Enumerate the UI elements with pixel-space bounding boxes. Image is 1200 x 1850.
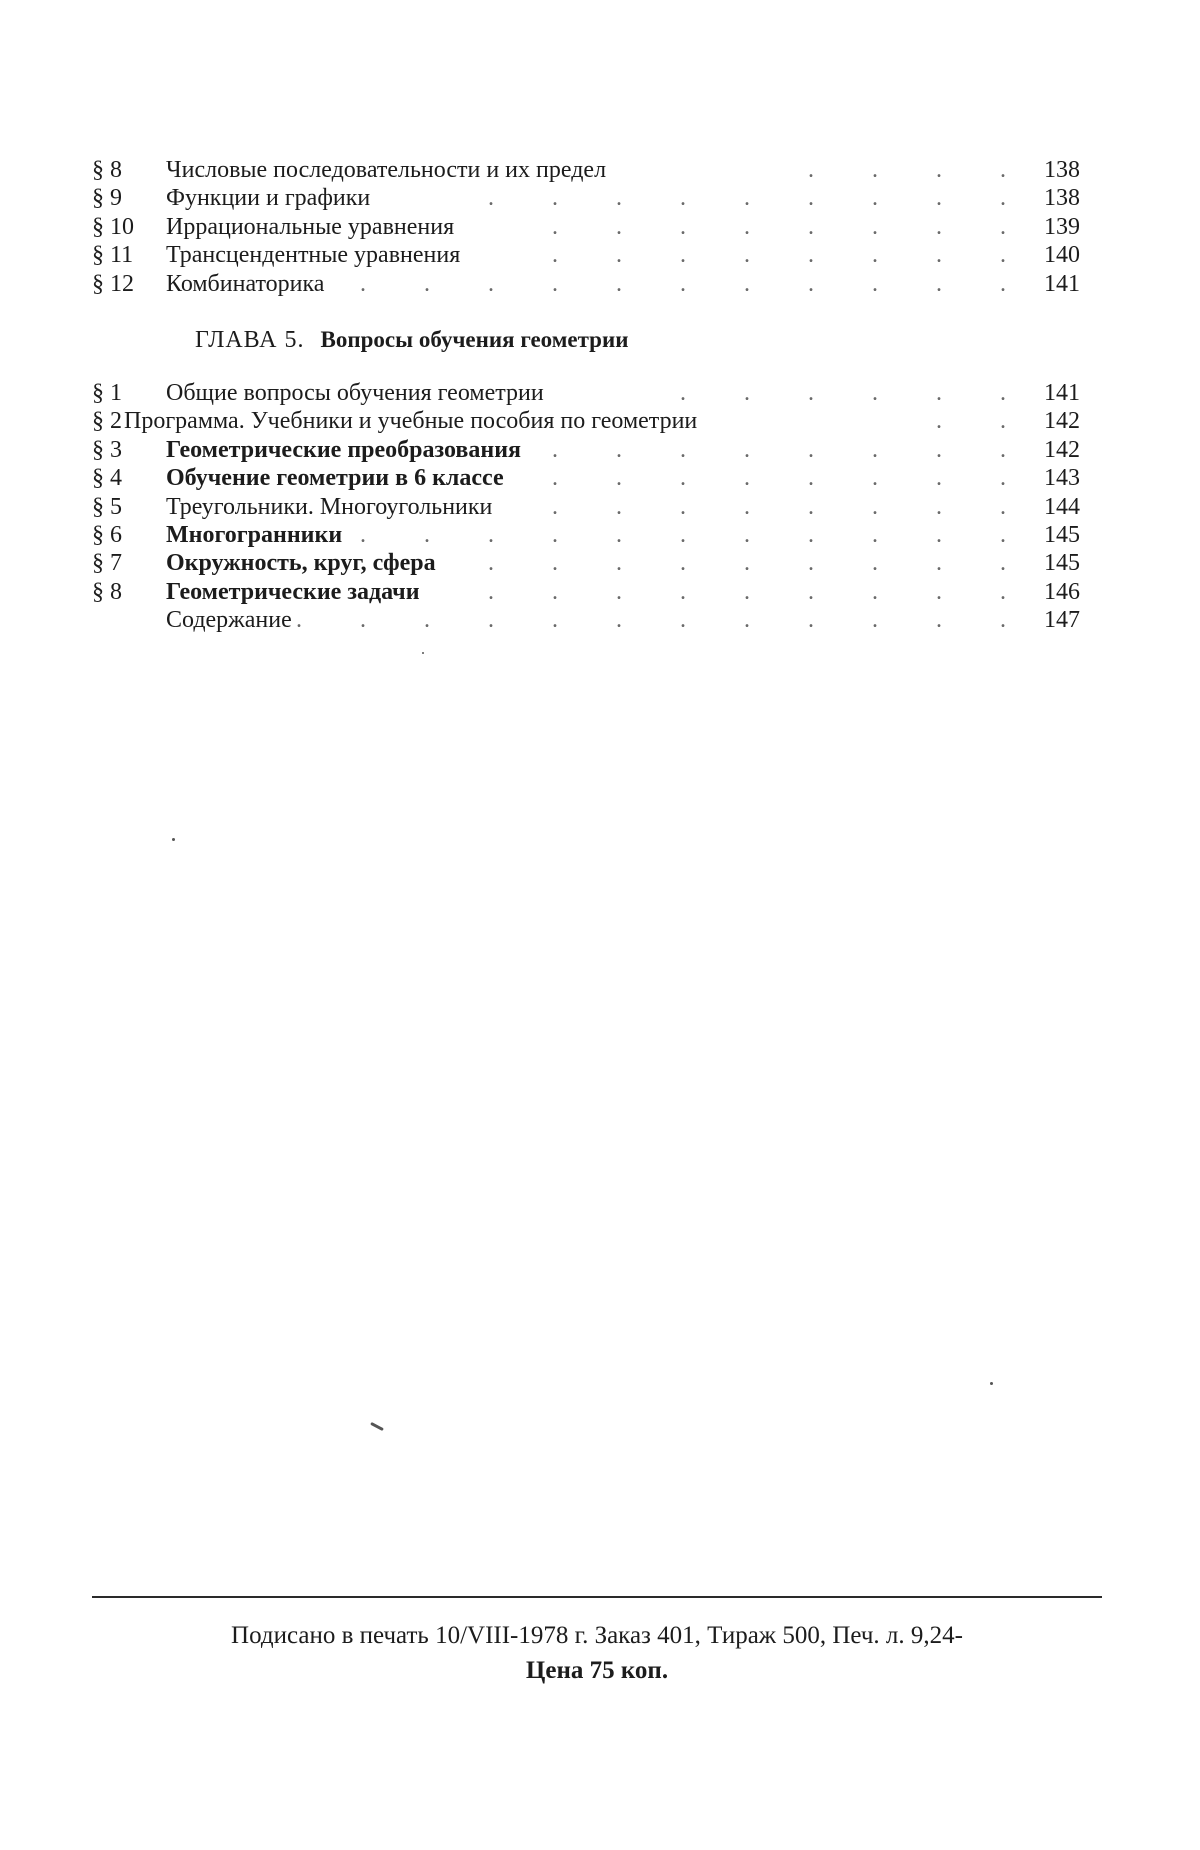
- toc-page-number: 145: [1044, 521, 1080, 548]
- toc-entry: [92, 606, 1080, 634]
- toc-page-number: 141: [1044, 380, 1080, 406]
- toc-entry-title: Геометрические задачи: [166, 578, 420, 605]
- scan-speck: [990, 1382, 993, 1385]
- toc-section-number: § 8: [92, 578, 122, 605]
- toc-section-number: § 8: [92, 157, 122, 183]
- toc-section-number: § 7: [92, 550, 122, 577]
- scan-speck: [422, 652, 424, 654]
- toc-section-number: § 3: [92, 436, 122, 463]
- toc-leader-dots: . . . . . . . .: [552, 242, 1032, 269]
- toc-entry-title: Обучение геометрии в 6 классе: [166, 465, 504, 492]
- toc-entry-title: Комбинаторика: [166, 270, 325, 297]
- chapter-heading: [195, 325, 628, 355]
- toc-entry: [92, 184, 1080, 212]
- toc-entry: [92, 436, 1080, 464]
- toc-page-number: 141: [1044, 270, 1080, 297]
- toc-entry-title: Окружность, круг, сфера: [166, 550, 436, 577]
- footer-rule: [92, 1596, 1102, 1598]
- toc-section-number: § 10: [92, 213, 134, 240]
- toc-section-number: § 4: [92, 465, 122, 492]
- toc-page-number: 144: [1044, 493, 1080, 520]
- toc-leader-dots: . . . . . . . . .: [488, 578, 1032, 605]
- toc-page-number: 142: [1044, 408, 1080, 435]
- toc-entry-title: Программа. Учебники и учебные пособия по геометрии: [124, 408, 698, 435]
- toc-entry-title: Числовые последовательности и их предел: [166, 157, 607, 183]
- toc-leader-dots: . . . . . .: [680, 380, 1032, 406]
- toc-entry: [92, 270, 1080, 298]
- toc-entry: [92, 464, 1080, 492]
- toc-page-number: 147: [1044, 607, 1080, 634]
- chapter-title: Вопросы обучения геометрии: [320, 327, 629, 352]
- chapter-label: ГЛАВА 5.: [195, 327, 305, 353]
- toc-leader-dots: . . . . . . . .: [552, 213, 1032, 240]
- toc-entry-title: Функции и графики: [166, 185, 371, 212]
- toc-leader-dots: . .: [936, 408, 1032, 435]
- toc-page-number: 143: [1044, 465, 1080, 492]
- toc-leader-dots: . . . . . . . .: [552, 465, 1032, 492]
- toc-section-number: § 12: [92, 270, 134, 297]
- toc-entry: [92, 521, 1080, 549]
- toc-section-number: § 5: [92, 493, 122, 520]
- toc-entry-title: Многогранники: [166, 521, 343, 548]
- toc-entry: [92, 241, 1080, 269]
- toc-section-number: § 9: [92, 185, 122, 212]
- scan-speck: [370, 1422, 384, 1431]
- toc-leader-dots: . . . .: [808, 157, 1032, 183]
- toc-section-number: § 2: [92, 408, 122, 435]
- toc-page-number: 138: [1044, 185, 1080, 212]
- toc-list-bottom: [92, 379, 1080, 635]
- toc-entry: [92, 407, 1080, 435]
- toc-entry: [92, 156, 1080, 184]
- toc-entry: [92, 379, 1080, 407]
- toc-leader-dots: . . . . . . . .: [552, 493, 1032, 520]
- toc-page-number: 138: [1044, 157, 1080, 183]
- toc-list-top: [92, 156, 1080, 298]
- toc-entry-title: Общие вопросы обучения геометрии: [166, 380, 544, 406]
- toc-leader-dots: . . . . . . . . .: [488, 550, 1032, 577]
- toc-entry: [92, 578, 1080, 606]
- toc-leader-dots: . . . . . . . .: [552, 436, 1032, 463]
- toc-entry-title: Содержание: [166, 607, 292, 634]
- toc-page-number: 139: [1044, 213, 1080, 240]
- toc-entry-title: Иррациональные уравнения: [166, 213, 455, 240]
- toc-entry: [92, 549, 1080, 577]
- toc-page-number: 140: [1044, 242, 1080, 269]
- toc-section-number: § 11: [92, 242, 134, 269]
- toc-entry-title: Трансцендентные уравнения: [166, 242, 461, 269]
- toc-page-number: 142: [1044, 436, 1080, 463]
- toc-entry-title: Геометрические преобразования: [166, 436, 522, 463]
- toc-section-number: § 6: [92, 521, 122, 548]
- toc-leader-dots: . . . . . . . . . . . .: [296, 607, 1032, 634]
- toc-page-number: 145: [1044, 550, 1080, 577]
- toc-leader-dots: . . . . . . . . . . .: [360, 270, 1032, 297]
- colophon-price: Цена 75 коп.: [525, 1657, 669, 1684]
- toc-page-number: 146: [1044, 578, 1080, 605]
- toc-entry: [92, 213, 1080, 241]
- toc-entry: [92, 493, 1080, 521]
- toc-section-number: § 1: [92, 380, 122, 406]
- scan-speck: [172, 838, 175, 841]
- toc-entry-title: Треугольники. Многоугольники: [166, 493, 493, 520]
- toc-leader-dots: . . . . . . . . .: [488, 185, 1032, 212]
- toc-leader-dots: . . . . . . . . . . .: [360, 521, 1032, 548]
- colophon-print-info: Подисано в печать 10/VIII-1978 г. Заказ 401, Тираж 500, Печ. л. 9,24-: [231, 1622, 963, 1649]
